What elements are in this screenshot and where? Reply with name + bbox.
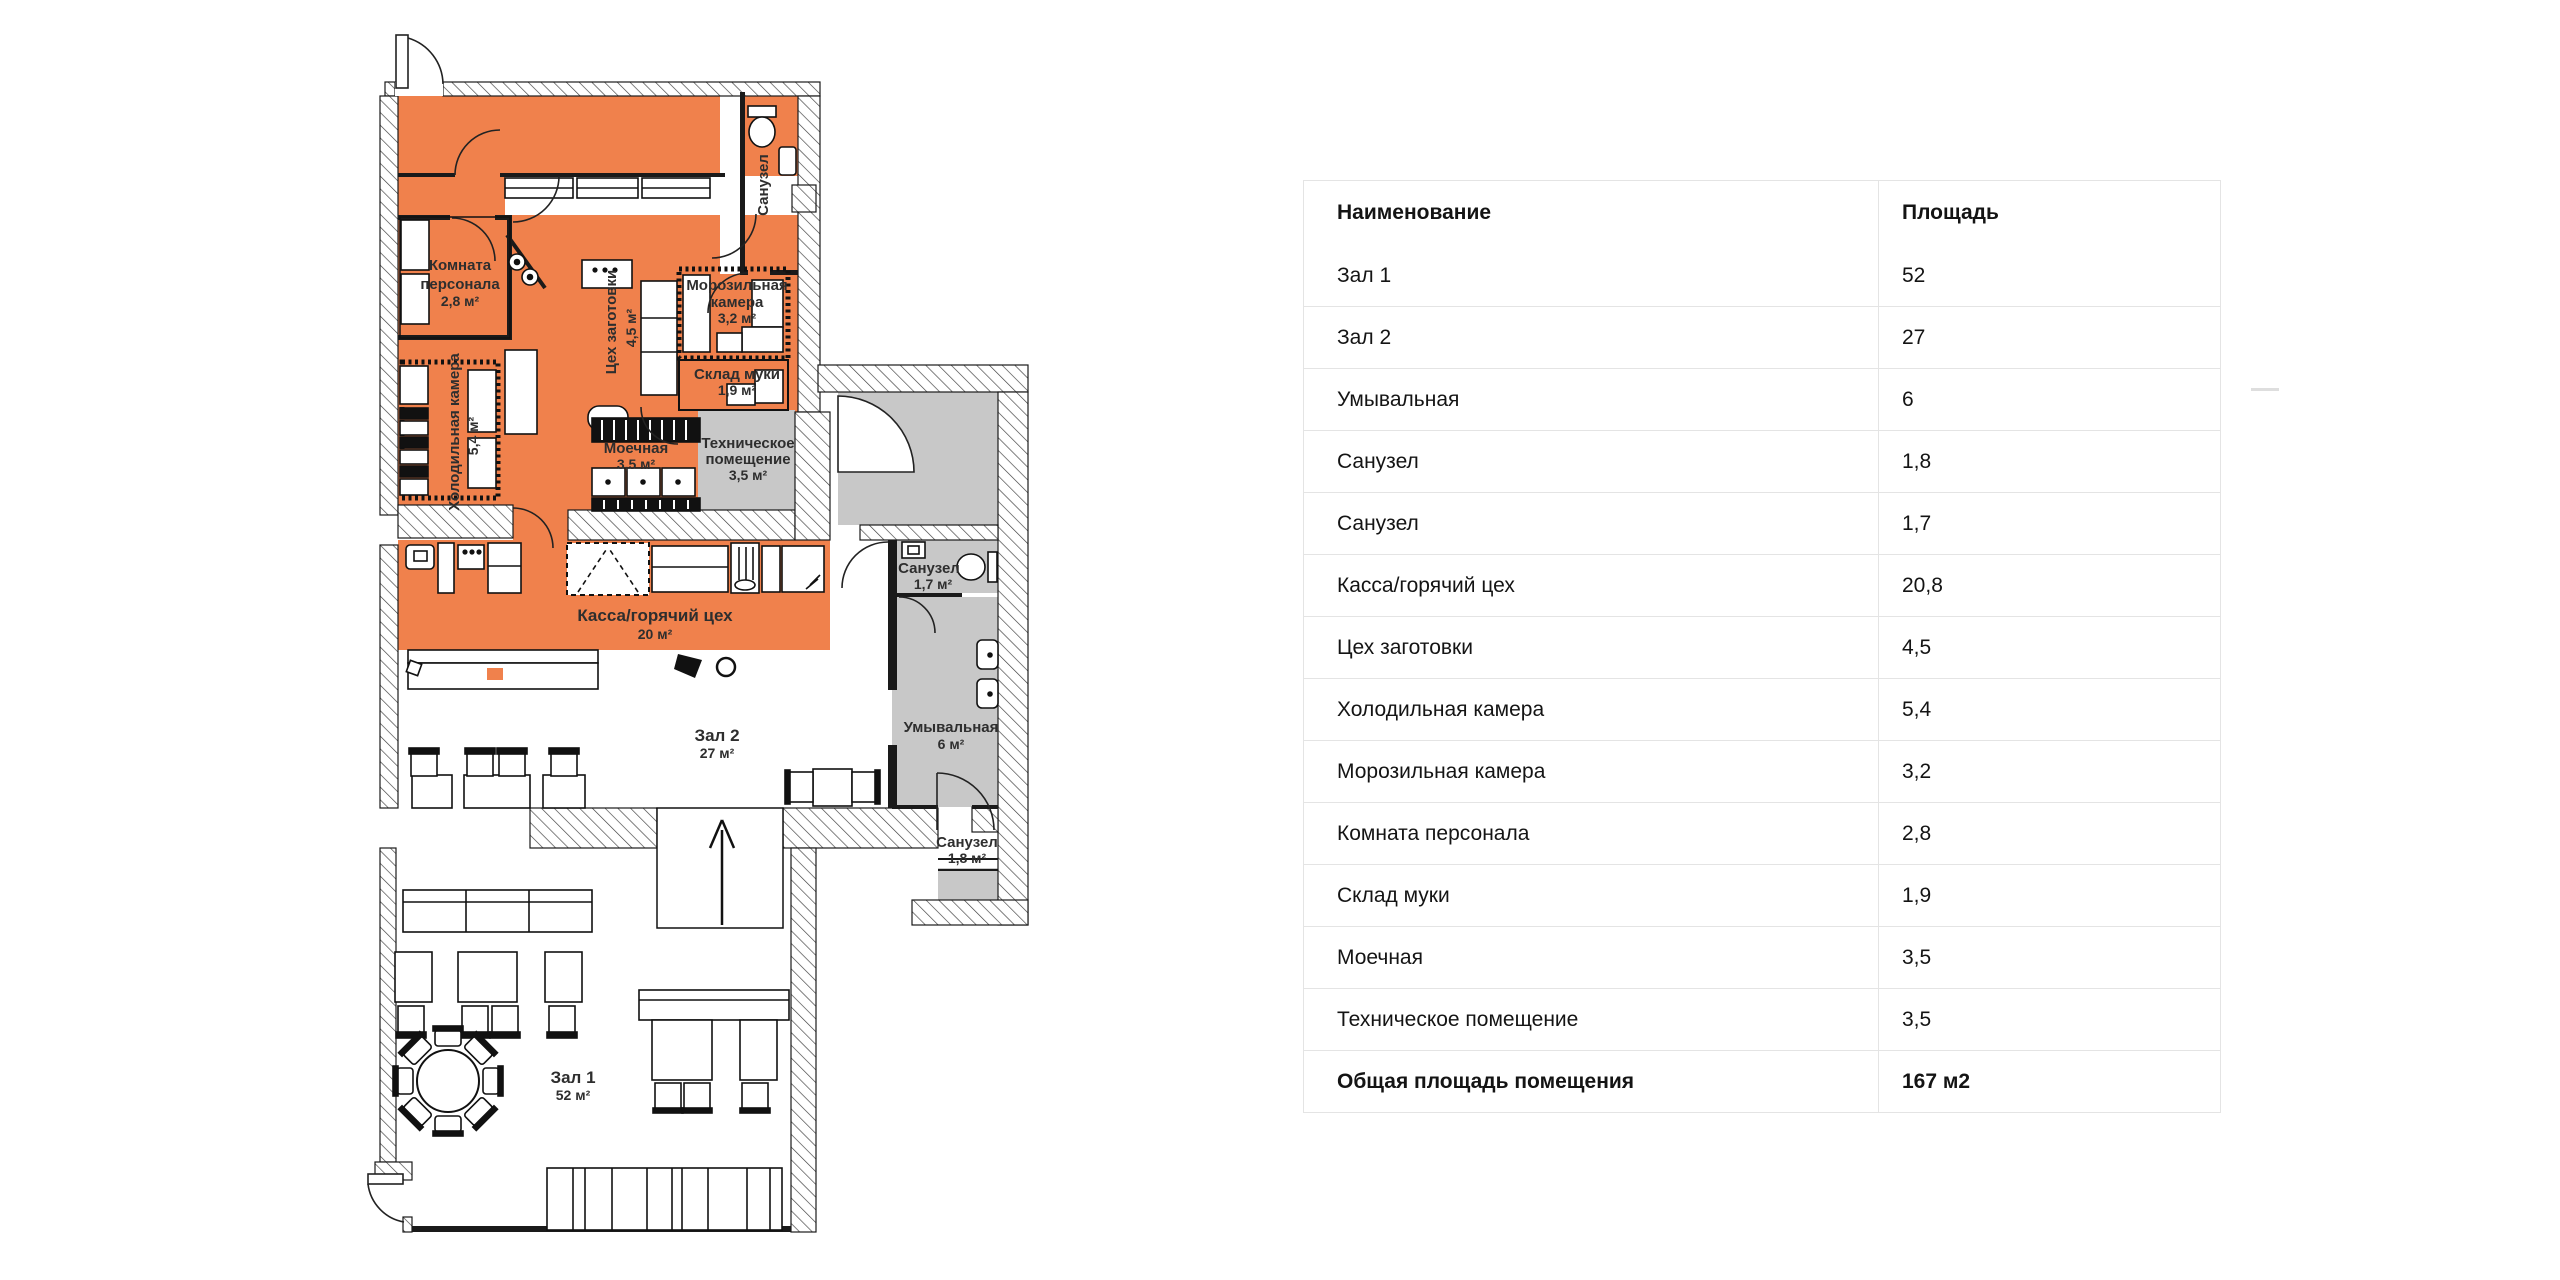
table-row: [1304, 430, 2220, 492]
table-row: [1304, 492, 2220, 554]
chair-icon: [409, 748, 579, 776]
total-area: 167 м2: [1902, 1069, 1971, 1093]
header-name: Наименование: [1304, 181, 1879, 245]
room-name-cell: Склад муки: [1304, 865, 1879, 926]
room-name-cell: Цех заготовки: [1304, 617, 1879, 678]
room-area-cell: 4,5: [1902, 635, 1932, 659]
hood-island: [567, 543, 649, 595]
room-name-cell: Морозильная камера: [1304, 741, 1879, 802]
room-name-cell: Моечная: [1304, 927, 1879, 988]
svg-text:52 м²: 52 м²: [555, 1087, 591, 1103]
room-name-cell: Санузел: [1304, 493, 1879, 554]
svg-text:1,9 м²: 1,9 м²: [717, 382, 757, 398]
entry-door-leaf: [396, 35, 408, 88]
exit-door-leaf: [368, 1174, 403, 1184]
svg-text:5,4 м²: 5,4 м²: [465, 416, 481, 456]
label-zal2: Зал 2: [694, 726, 740, 745]
san-top-duct: [720, 92, 742, 274]
label-tech: Техническое: [701, 435, 795, 452]
room-name-cell: Зал 1: [1304, 245, 1879, 306]
room-area-cell: 1,9: [1902, 883, 1932, 907]
room-area-cell: 27: [1902, 325, 1926, 349]
label-sklad: Склад муки: [693, 366, 781, 383]
table-row: [1304, 306, 2220, 368]
table-header-row: [1304, 181, 2220, 245]
svg-text:20 м²: 20 м²: [637, 626, 673, 642]
floor-plan: [0, 0, 1120, 1280]
table-row: [1304, 616, 2220, 678]
svg-text:1,8 м²: 1,8 м²: [947, 850, 987, 866]
label-san-top: Санузел: [755, 154, 772, 216]
san18-door-gap: [938, 807, 972, 834]
table-row: [1304, 678, 2220, 740]
label-tseh: Цех заготовки: [603, 269, 620, 375]
svg-text:3,5 м²: 3,5 м²: [728, 467, 768, 483]
chair-icon: [653, 1083, 770, 1113]
table-total-row: [1304, 1050, 2220, 1112]
room-area-cell: 3,5: [1902, 945, 1932, 969]
room-area-cell: 6: [1902, 387, 1914, 411]
svg-text:камера: камера: [710, 294, 764, 311]
room-name-cell: Умывальная: [1304, 369, 1879, 430]
room-name-cell: Зал 2: [1304, 307, 1879, 368]
table-row: [1304, 740, 2220, 802]
label-komnata: Комната: [428, 257, 492, 274]
room-area-cell: 1,8: [1902, 449, 1932, 473]
room-area-cell: 20,8: [1902, 573, 1943, 597]
table-row: [1304, 988, 2220, 1050]
room-area-cell: 5,4: [1902, 697, 1932, 721]
label-kassa: Касса/горячий цех: [577, 606, 733, 625]
svg-text:3,2 м²: 3,2 м²: [717, 310, 757, 326]
fridge-icon: [488, 543, 521, 593]
label-san17: Санузел: [898, 560, 960, 577]
room-name-cell: Санузел: [1304, 431, 1879, 492]
room-name-cell: Касса/горячий цех: [1304, 555, 1879, 616]
total-name: Общая площадь помещения: [1304, 1051, 1879, 1112]
room-name-cell: Комната персонала: [1304, 803, 1879, 864]
toilet-tank: [748, 106, 776, 117]
sink-icon: [779, 147, 796, 175]
svg-text:помещение: помещение: [705, 451, 791, 468]
round-table: [393, 1026, 503, 1136]
room-area-cell: 1,7: [1902, 511, 1932, 535]
san18-floor: [938, 868, 998, 902]
toilet-icon: [749, 117, 775, 147]
table-row: [1304, 554, 2220, 616]
svg-text:1,7 м²: 1,7 м²: [913, 576, 953, 592]
svg-text:персонала: персонала: [420, 276, 500, 293]
svg-text:3,5 м²: 3,5 м²: [616, 456, 656, 472]
label-san18: Санузел: [936, 834, 998, 851]
svg-text:6 м²: 6 м²: [937, 736, 965, 752]
table-body: [1304, 245, 2220, 1050]
room-area-cell: 52: [1902, 263, 1926, 287]
room-area-cell: 3,2: [1902, 759, 1932, 783]
table-row: [1304, 245, 2220, 306]
svg-text:2,8 м²: 2,8 м²: [440, 293, 480, 309]
decorative-dash: [2251, 388, 2279, 391]
area-table: [1303, 180, 2221, 1113]
chair-icon: [396, 1006, 577, 1038]
toilet-icon: [957, 554, 985, 580]
table-row: [1304, 368, 2220, 430]
label-zal1: Зал 1: [550, 1068, 596, 1087]
table-row: [1304, 864, 2220, 926]
label-holod: Холодильная камера: [446, 353, 463, 511]
room-name-cell: Техническое помещение: [1304, 989, 1879, 1050]
grill-icon: [592, 418, 700, 442]
room-area-cell: 3,5: [1902, 1007, 1932, 1031]
label-moroz: Морозильная: [686, 277, 788, 294]
label-moech: Моечная: [603, 440, 669, 457]
camera-icon: [674, 654, 702, 678]
shaft-icon: [792, 185, 816, 212]
header-area: Площадь: [1902, 201, 1999, 224]
svg-text:27 м²: 27 м²: [699, 745, 735, 761]
table-row: [1304, 802, 2220, 864]
table-row: [1304, 926, 2220, 988]
label-umyv: Умывальная: [903, 719, 999, 736]
room-name-cell: Холодильная камера: [1304, 679, 1879, 740]
room-area-cell: 2,8: [1902, 821, 1932, 845]
svg-text:4,5 м²: 4,5 м²: [623, 308, 639, 348]
